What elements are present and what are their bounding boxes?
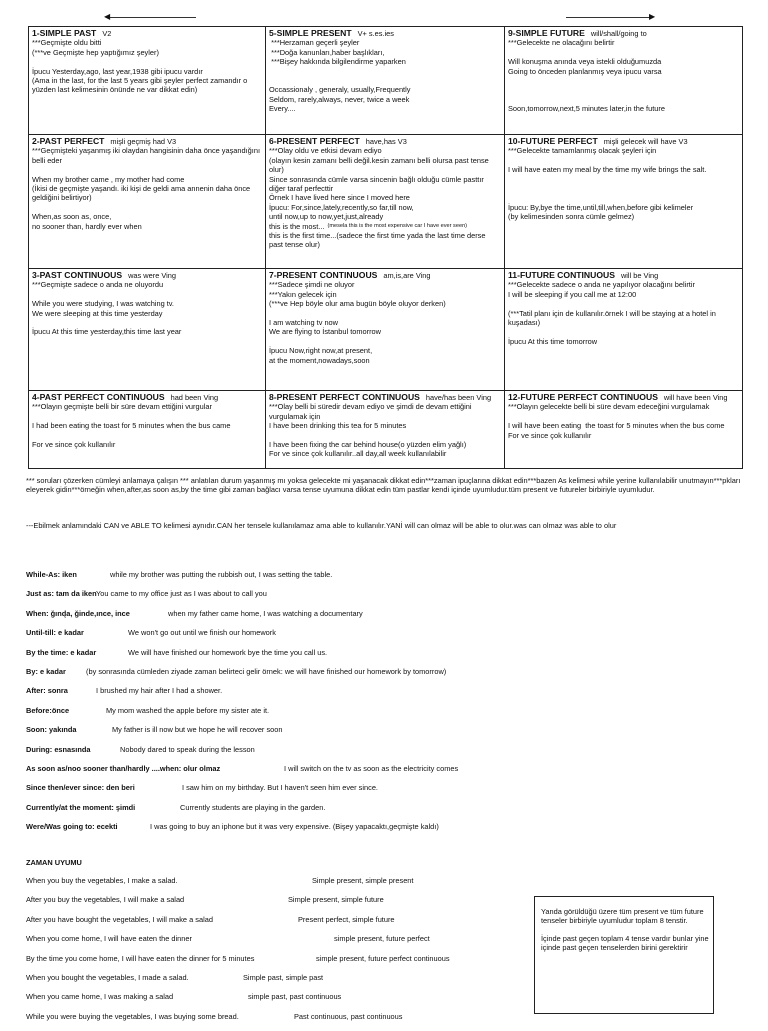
agreement-tenses: Present perfect, simple future [298, 914, 395, 924]
conjunction-term: Until-till: e kadar [26, 628, 84, 638]
conjunction-example: I brushed my hair after I had a shower. [96, 686, 223, 696]
right-arrow-icon: ▶ [566, 12, 656, 22]
tense-note-line: I am watching tv now [269, 318, 339, 328]
tense-note-line: İpucu: For,since,lately,recently,so far,till now, [269, 202, 414, 212]
tense-small-note: (mesela this is the most expensive car I have ever seen) [327, 222, 468, 229]
conjunction-example: My mom washed the apple before my sister ate it. [106, 705, 270, 715]
tense-note-line [269, 222, 501, 231]
notes-text: *** soruları çözerken cümleyi anlamaya çalışın *** anlatılan durum yaşanmış mı yoksa gelecekte mi yaşanacak dikkat edin***zaman ipuçlarına dikkat edin***bazen As kelimesi while yerine kullanılabilir unutmayın***pkları eleyerek gidin***örneğin when,after,as soon as,by the time gibi zaman bağlacı varsa tense uyumuna dikkat edin tüm pastlar kendi içinde uyumludur.tüm present ve futureler birbiriyle uyumludur. [26, 476, 743, 495]
tense-note-line [508, 156, 739, 165]
tense-note-line [269, 337, 501, 346]
conjunction-term: When: ğınd̨a, ğinde,ınce, ince [26, 608, 130, 618]
conjunction-list [26, 570, 744, 841]
tense-note-line: ***Geçmişte sadece o anda ne oluyordu [32, 280, 164, 290]
tense-cell [29, 135, 266, 269]
conjunction-term: Were/Was going to: ecekti [26, 822, 118, 832]
tense-cell [505, 135, 743, 269]
conjunction-item [26, 686, 744, 705]
tense-note-line: ***Geçmişteki yaşanmış iki olaydan hangisinin daha önce yaşandığını belli eder [32, 146, 263, 165]
tense-note-line [508, 48, 739, 57]
tense-note-line: ***Bişey hakkında bilgilendirme yaparken [269, 57, 406, 67]
conjunction-example: We won't go out until we finish our homework [128, 628, 276, 638]
conjunction-example: We will have finished our homework bye the time you call us. [128, 647, 328, 657]
tense-formula: am,is,are Ving [383, 271, 431, 280]
tense-row [29, 27, 743, 135]
tense-note-line: When,as soon as, once, [32, 212, 112, 222]
agreement-sentence: After you buy the vegetables, I will make a salad [26, 895, 185, 905]
tense-formula: will/shall/going to [590, 29, 647, 38]
tense-agreement-row [26, 992, 526, 1011]
tense-title: 9-SIMPLE FUTURE [508, 28, 585, 38]
tense-agreement-row [26, 895, 526, 914]
tense-note-line [508, 85, 739, 94]
tense-note-line [32, 290, 262, 299]
tense-title: 6-PRESENT PERFECT [269, 136, 360, 146]
tense-note-line: ***Sadece şimdi ne oluyor [269, 280, 355, 290]
conjunction-item [26, 803, 744, 822]
tense-note-line [32, 57, 262, 66]
tense-cell [505, 27, 743, 135]
tense-note-line: Seldom, rarely,always, never, twice a week [269, 94, 410, 104]
tense-title: 11-FUTURE CONTINUOUS [508, 270, 615, 280]
tense-note-line: I have been drinking this tea for 5 minutes [269, 421, 407, 431]
tense-formula: V+ s.es.ies [357, 29, 394, 38]
tense-formula: have/has been Ving [425, 393, 492, 402]
tense-note-line: I will have been eating the toast for 5 minutes when the bus come [508, 421, 725, 431]
tense-note-line: Going to önceden planlanmış veya ipucu varsa [508, 66, 662, 76]
conjunction-example: My father is ill now but we hope he will recover soon [112, 725, 283, 735]
tense-note-line [508, 299, 739, 308]
tense-note-line: I will be sleeping if you call me at 12:00 [508, 289, 637, 299]
tense-note-text: this is the most... [269, 221, 325, 231]
conjunction-example: I saw him on my birthday. But I haven't seen him ever since. [182, 783, 378, 793]
tense-note-line: İpucu Yesterday,ago, last year,1938 gibi ipucu vardır [32, 66, 203, 76]
conjunction-term: After: sonra [26, 686, 68, 696]
tense-note-line: ***Doğa kanunları,haber başlıkları, [269, 47, 385, 57]
tense-formula: was were Ving [128, 271, 177, 280]
conjunction-example: I was going to buy an iphone but it was very expensive. (Bişey yapacaktı,geçmişte kaldı) [150, 822, 439, 832]
tense-cell [266, 391, 505, 469]
tense-title: 12-FUTURE PERFECT CONTINUOUS [508, 392, 658, 402]
tense-note-line: I had been eating the toast for 5 minutes when the bus came [32, 421, 231, 431]
tense-note-line: Will konuşma anında veya istekli olduğumuzda [508, 57, 662, 67]
zaman-uyumu-list [26, 876, 526, 1031]
tense-formula: will have been Ving [663, 393, 728, 402]
tense-title: 1-SIMPLE PAST [32, 28, 97, 38]
summary-text-1: Yanda görüldüğü üzere tüm present ve tüm future tenseler birbiriyle uyumludur toplam 8 tenstir. [541, 907, 706, 926]
tense-title: 5-SIMPLE PRESENT [269, 28, 352, 38]
tense-note-line: (Ama in the last, for the last 5 years gibi şeyler perfect zamandır o yüzden last kelimesinin önünde ne var dikkat edin) [32, 76, 250, 95]
conjunction-term: Since then/ever since: den beri [26, 783, 135, 793]
conjunction-item [26, 667, 744, 686]
tense-title: 7-PRESENT CONTINUOUS [269, 270, 378, 280]
tense-note-line: until now,up to now,yet,just,already [269, 212, 384, 222]
tense-note-line: no sooner than, hardly ever when [32, 221, 142, 231]
tense-note-line: (***ve Hep böyle olur ama bugün böyle oluyor derken) [269, 299, 446, 309]
conjunction-term: During: esnasında [26, 744, 91, 754]
agreement-tenses: simple present, future perfect [334, 934, 430, 944]
tense-note-line: ***Gelecekte sadece o anda ne yapılıyor olacağını belirtir [508, 280, 695, 290]
conjunction-term: Soon: yakında [26, 725, 77, 735]
agreement-sentence: When you buy the vegetables, I make a salad. [26, 876, 178, 885]
conjunction-item [26, 764, 744, 783]
tense-note-line: For ve since çok kullanılır [32, 440, 116, 449]
tense-agreement-row [26, 934, 526, 953]
tense-note-line [32, 412, 262, 421]
tense-note-line: ***Geçmişte oldu bitti [32, 38, 102, 48]
conjunction-example: while my brother was putting the rubbish out, I was setting the table. [110, 570, 333, 579]
agreement-tenses: simple past, past continuous [248, 992, 342, 1002]
tense-note-line: (by kelimesinden sonra cümle gelmez) [508, 212, 635, 222]
conjunction-example: (by sonrasında cümleden ziyade zaman belirteci gelir örnek: we will have finished our homework by tomorrow) [86, 666, 447, 676]
tense-cell [266, 27, 505, 135]
tense-note-line [508, 412, 739, 421]
able-to-text: ---Ebilmek anlamındaki CAN ve ABLE TO kelimesi aynıdır.CAN her tensele kullanılamaz ama able to kullanılır.YANİ will can olmaz will be able to olur.was can olmaz was able to olur [26, 521, 617, 530]
tense-formula: mişli gelecek will have V3 [603, 137, 688, 146]
tense-cell [29, 269, 266, 391]
agreement-tenses: simple present, future perfect continuous [316, 953, 450, 963]
conjunction-term: While-As: iken [26, 570, 77, 579]
tense-note-line [269, 76, 501, 85]
conjunction-term: Before:önce [26, 705, 70, 715]
conjunction-item [26, 648, 744, 667]
tense-note-line [269, 309, 501, 318]
able-to-note [26, 521, 744, 530]
tense-note-line: İpucu At this time tomorrow [508, 336, 598, 346]
tense-title: 8-PRESENT PERFECT CONTINUOUS [269, 392, 420, 402]
agreement-sentence: When you bought the vegetables, I made a salad. [26, 972, 189, 982]
tense-agreement-row [26, 954, 526, 973]
tense-note-line [508, 175, 739, 184]
conjunction-example: when my father came home, I was watching a documentary [168, 608, 363, 618]
tense-formula: have,has V3 [365, 137, 407, 146]
tense-table [28, 26, 743, 469]
conjunction-term: As soon as/noo sooner than/hardly ....when: olur olmaz [26, 763, 221, 773]
conjunction-term: Currently/at the moment: şimdi [26, 802, 136, 812]
conjunction-example: I will switch on the tv as soon as the electricity comes [284, 763, 459, 773]
conjunction-example: You came to my office just as I was about to call you [96, 589, 267, 599]
tense-note-line: Soon,tomorrow,next,5 minutes later,in the future [508, 104, 665, 114]
agreement-sentence: After you have bought the vegetables, I will make a salad [26, 914, 213, 924]
tense-note-line [32, 431, 262, 440]
tense-note-line: ***Olayın geçmişte belli bir süre devam ettiğini vurgular [32, 402, 212, 412]
agreement-sentence: While you were buying the vegetables, I was buying some bread. [26, 1011, 239, 1021]
tense-note-line: (İkisi de geçmişte yaşandı. iki kişi de geldi ama annenin daha önce geldiğini belirtiyor) [32, 184, 253, 203]
tense-agreement-row [26, 876, 526, 895]
tense-note-line: (***Tatil planı için de kullanılır.örnek I will be staying at a hotel in kuşadası) [508, 308, 718, 328]
tense-note-line: ***Olay oldu ve etkisi devam ediyo [269, 146, 382, 156]
tense-note-line: ***Olayın gelecekte belli bi süre devam edeceğini vurgulamak [508, 402, 710, 412]
tense-note-line [508, 184, 739, 193]
tense-note-line: We were sleeping at this time yesterday [32, 308, 163, 318]
tense-cell [505, 269, 743, 391]
tense-note-line [508, 193, 739, 202]
tense-note-line: İpucu At this time yesterday,this time last year [32, 327, 182, 337]
summary-box [534, 896, 714, 1014]
tense-note-line: ***Yakın gelecek için [269, 289, 337, 299]
tense-note-line: When my brother came , my mother had come [32, 174, 185, 184]
zaman-uyumu-title: ZAMAN UYUMU [26, 858, 82, 867]
conjunction-item [26, 822, 744, 841]
agreement-tenses: Past continuous, past continuous [294, 1011, 403, 1021]
tense-note-line: İpucu: By,bye the time,until,till,when,before gibi kelimeler [508, 202, 694, 212]
study-notes [26, 476, 744, 495]
tense-note-line: I have been fixing the car behind house(o yüzden elim yağlı) [269, 440, 467, 450]
conjunction-term: By the time: e kadar [26, 647, 97, 657]
conjunction-item [26, 570, 744, 589]
tense-row [29, 135, 743, 269]
tense-note-line: ***Olay belli bi süredir devam ediyo ve şimdi de devam ettiğini vurgulamak için [269, 402, 474, 421]
tense-note-line: ***Gelecekte ne olacağını belirtir [508, 38, 615, 48]
tense-row [29, 391, 743, 469]
conjunction-example: Currently students are playing in the garden. [180, 802, 326, 812]
tense-cell [29, 27, 266, 135]
tense-note-line: (***ve Geçmişte hep yaptığımız şeyler) [32, 47, 159, 57]
summary-text-2: İçinde past geçen toplam 4 tense vardır bunlar yine içinde past geçen tenselerden birini gerektirir [541, 933, 711, 953]
tense-note-line: İpucu Now,right now,at present, [269, 346, 373, 356]
tense-note-line: While you were studying, I was watching tv. [32, 299, 174, 309]
tense-note-line [508, 95, 739, 104]
tense-title: 4-PAST PERFECT CONTINUOUS [32, 392, 165, 402]
left-arrow-icon: ◀ [104, 12, 196, 22]
tense-note-line: For ve since çok kullanılır..all day,all week kullanılabilir [269, 449, 447, 459]
conjunction-item [26, 609, 744, 628]
tense-formula: will be Ving [620, 271, 659, 280]
agreement-sentence: When you came home, I was making a salad [26, 992, 174, 1002]
tense-cell [266, 135, 505, 269]
tense-note-line [32, 203, 262, 212]
tense-cell [505, 391, 743, 469]
tense-agreement-row [26, 973, 526, 992]
conjunction-example: Nobody dared to speak during the lesson [120, 744, 255, 754]
tense-title: 10-FUTURE PERFECT [508, 136, 598, 146]
agreement-sentence: When you come home, I will have eaten the dinner [26, 934, 192, 944]
tense-note-line [32, 318, 262, 327]
conjunction-item [26, 745, 744, 764]
tense-note-line [269, 431, 501, 440]
conjunction-item [26, 628, 744, 647]
conjunction-item [26, 783, 744, 802]
tense-formula: mişli geçmiş had V3 [110, 137, 177, 146]
agreement-tenses: Simple past, simple past [243, 972, 324, 982]
tense-note-line: this is the first time...(sadece the first time yada the last time derse past tense olur) [269, 231, 488, 250]
tense-cell [29, 391, 266, 469]
tense-note-line: (olayın kesin zamanı belli değil.kesin zamanı belli olursa past tense olur) [269, 155, 491, 175]
agreement-sentence: By the time you come home, I will have eaten the dinner for 5 minutes [26, 953, 255, 963]
tense-note-line: Every.... [269, 104, 296, 114]
tense-note-line [508, 76, 739, 85]
tense-cell [266, 269, 505, 391]
agreement-tenses: Simple present, simple future [288, 895, 384, 905]
tense-note-line: Occassionaly , generaly, usually,Frequently [269, 85, 411, 95]
conjunction-item [26, 725, 744, 744]
tense-formula: V2 [102, 29, 112, 38]
conjunction-term: Just as: tam da iken [26, 589, 97, 599]
tense-formula: had been Ving [170, 393, 219, 402]
conjunction-item [26, 706, 744, 725]
agreement-tenses: Simple present, simple present [312, 876, 414, 885]
tense-note-line [32, 165, 262, 174]
tense-note-line [508, 327, 739, 336]
tense-row [29, 269, 743, 391]
tense-agreement-row [26, 1012, 526, 1031]
tense-note-line: For ve since çok kullanılır [508, 430, 592, 440]
tense-title: 3-PAST CONTINUOUS [32, 270, 123, 280]
tense-note-line: We are flying to İstanbul tomorrow [269, 327, 382, 337]
tense-note-line [269, 67, 501, 76]
tense-note-line: ***Herzaman geçerli şeyler [269, 38, 360, 48]
tense-title: 2-PAST PERFECT [32, 136, 105, 146]
conjunction-term: By: e kadar [26, 666, 66, 676]
conjunction-item [26, 589, 744, 608]
tense-note-line: ***Gelecekte tamamlanmış olacak şeyleri için [508, 146, 657, 156]
tense-agreement-row [26, 915, 526, 934]
tense-note-line: I will have eaten my meal by the time my wife brings the salt. [508, 165, 707, 175]
tense-note-line: at the moment,nowadays,soon [269, 355, 370, 365]
tense-note-line: Örnek I have lived here since I moved here [269, 193, 410, 203]
tense-note-line: Since sonrasında cümle varsa sincenin bağlı olduğu cümle pasttır diğer taraf perfecttir [269, 174, 486, 194]
